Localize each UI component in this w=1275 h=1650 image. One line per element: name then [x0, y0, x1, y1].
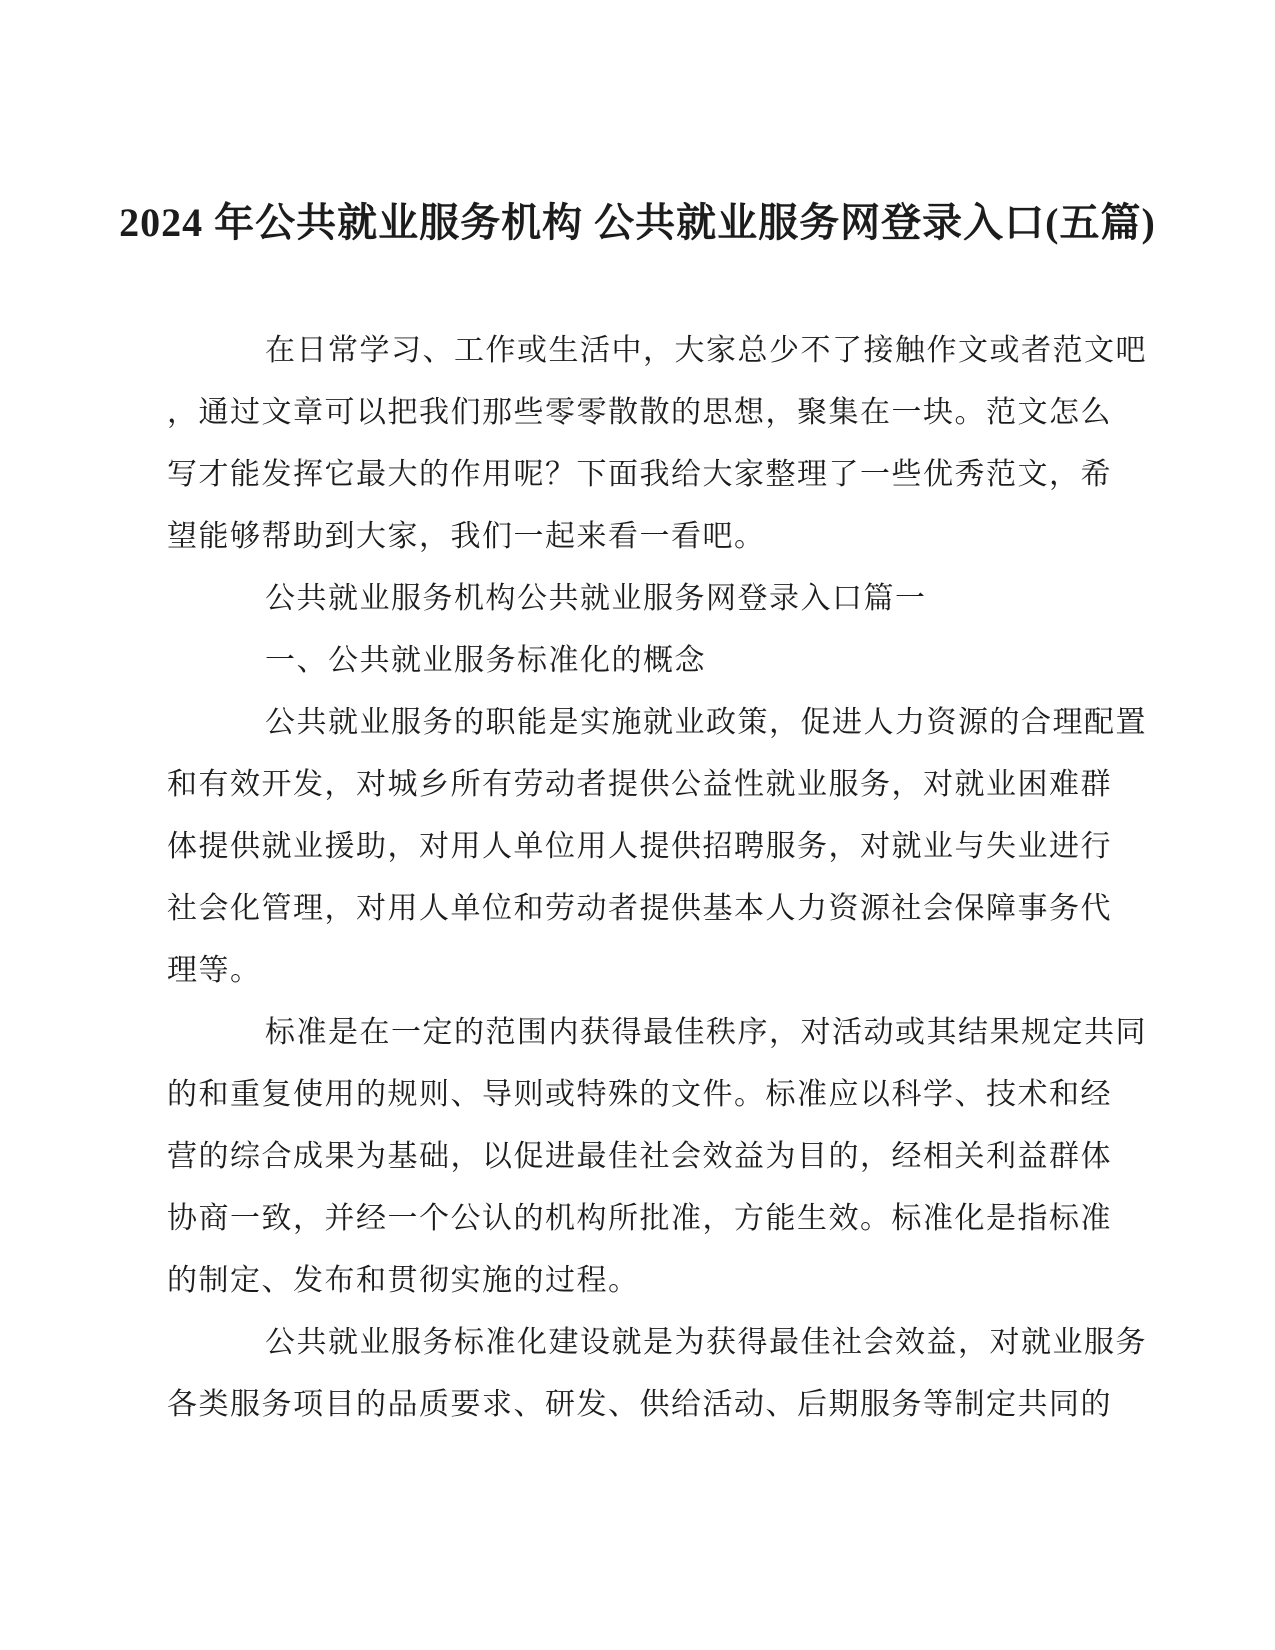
- text-line: 在日常学习、工作或生活中，大家总少不了接触作文或者范文吧: [265, 334, 1147, 367]
- text-line: 望能够帮助到大家，我们一起来看一看吧。: [167, 520, 766, 553]
- text-line: 社会化管理，对用人单位和劳动者提供基本人力资源社会保障事务代: [167, 892, 1112, 925]
- text-line: 公共就业服务机构公共就业服务网登录入口篇一: [265, 582, 927, 615]
- text-line: 写才能发挥它最大的作用呢？下面我给大家整理了一些优秀范文，希: [167, 458, 1112, 491]
- text-line: 的和重复使用的规则、导则或特殊的文件。标准应以科学、技术和经: [167, 1078, 1112, 1111]
- text-line: 理等。: [167, 954, 262, 987]
- text-line: 营的综合成果为基础，以促进最佳社会效益为目的，经相关利益群体: [167, 1140, 1112, 1173]
- text-line: 体提供就业援助，对用人单位用人提供招聘服务，对就业与失业进行: [167, 830, 1112, 863]
- text-line: 和有效开发，对城乡所有劳动者提供公益性就业服务，对就业困难群: [167, 768, 1112, 801]
- document-body: [167, 320, 1147, 1436]
- text-line: 各类服务项目的品质要求、研发、供给活动、后期服务等制定共同的: [167, 1388, 1112, 1421]
- text-line: 公共就业服务的职能是实施就业政策，促进人力资源的合理配置: [265, 706, 1147, 739]
- text-line: ，通过文章可以把我们那些零零散散的思想，聚集在一块。范文怎么: [167, 396, 1112, 429]
- text-line: 公共就业服务标准化建设就是为获得最佳社会效益，对就业服务: [265, 1326, 1147, 1359]
- document-title: 2024 年公共就业服务机构 公共就业服务网登录入口(五篇): [119, 200, 1156, 245]
- text-line: 标准是在一定的范围内获得最佳秩序，对活动或其结果规定共同: [265, 1016, 1147, 1049]
- text-line: 协商一致，并经一个公认的机构所批准，方能生效。标准化是指标准: [167, 1202, 1112, 1235]
- text-line: 的制定、发布和贯彻实施的过程。: [167, 1264, 640, 1297]
- text-line: 一、公共就业服务标准化的概念: [265, 644, 706, 677]
